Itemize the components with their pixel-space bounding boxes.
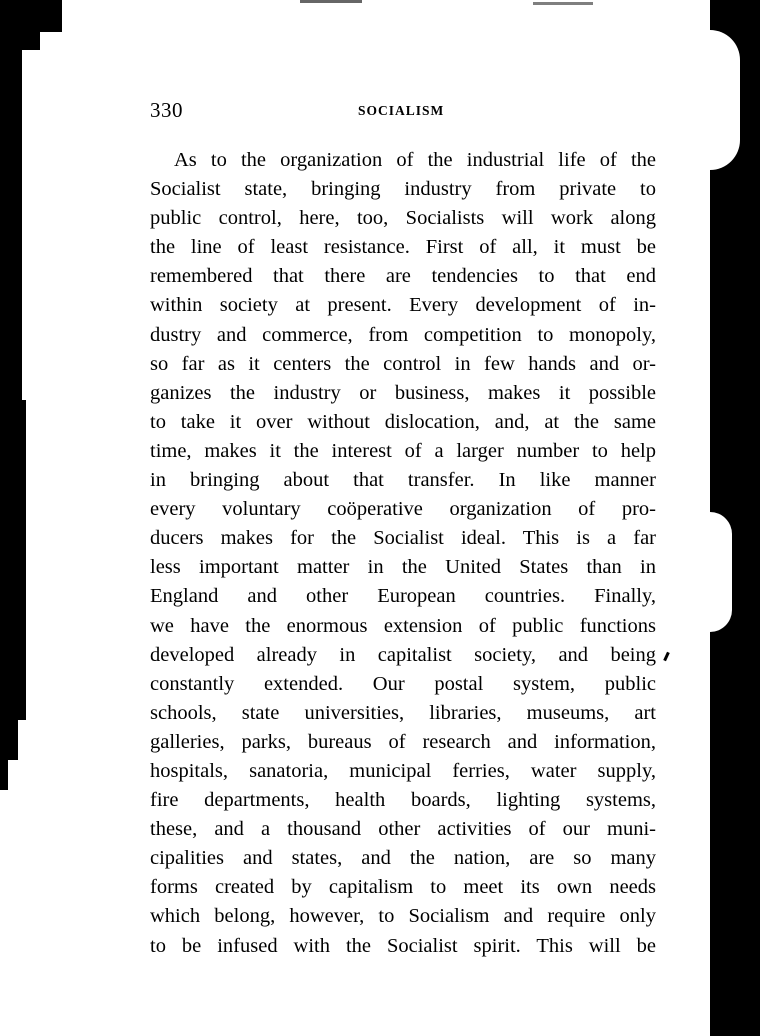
body-paragraph (150, 146, 656, 961)
text-line: the line of least resistance. First of all, it must be (150, 236, 656, 259)
text-line: fire departments, health boards, lighting systems, (150, 789, 656, 812)
text-line: less important matter in the United States than in (150, 556, 656, 579)
text-line: so far as it centers the control in few hands and or- (150, 352, 656, 375)
text-line: to take it over without dislocation, and, at the same (150, 410, 656, 433)
text-line: constantly extended. Our postal system, public (150, 672, 656, 695)
text-line: galleries, parks, bureaus of research and information, (150, 730, 656, 753)
text-line: dustry and commerce, from competition to monopoly, (150, 323, 656, 346)
text-line: England and other European countries. Finally, (150, 585, 656, 608)
text-line: every voluntary coöperative organization of pro- (150, 498, 656, 521)
running-title: SOCIALISM (358, 103, 445, 118)
text-line: Socialist state, bringing industry from private to (150, 178, 656, 201)
text-line: schools, state universities, libraries, museums, art (150, 701, 656, 724)
text-line: within society at present. Every development of in- (150, 294, 656, 317)
text-line: forms created by capitalism to meet its own needs (150, 876, 656, 899)
text-line: public control, here, too, Socialists will work along (150, 207, 656, 230)
text-line: these, and a thousand other activities of our muni- (150, 818, 656, 841)
text-line: we have the enormous extension of public functions (150, 614, 656, 637)
text-line: developed already in capitalist society, and being (150, 643, 656, 666)
running-head (150, 98, 656, 124)
text-line: cipalities and states, and the nation, are so many (150, 847, 656, 870)
text-line: As to the organization of the industrial life of the (174, 149, 656, 171)
text-line: to be infused with the Socialist spirit. This will be (150, 934, 656, 957)
text-line: ducers makes for the Socialist ideal. This is a far (150, 527, 656, 550)
text-line: in bringing about that transfer. In like manner (150, 469, 656, 492)
text-line: hospitals, sanatoria, municipal ferries, water supply, (150, 759, 656, 782)
text-line: ganizes the industry or business, makes it possible (150, 381, 656, 404)
page-number: 330 (150, 98, 183, 122)
text-line: remembered that there are tendencies to that end (150, 265, 656, 288)
text-line: which belong, however, to Socialism and require only (150, 905, 656, 928)
text-line: time, makes it the interest of a larger number to help (150, 439, 656, 462)
